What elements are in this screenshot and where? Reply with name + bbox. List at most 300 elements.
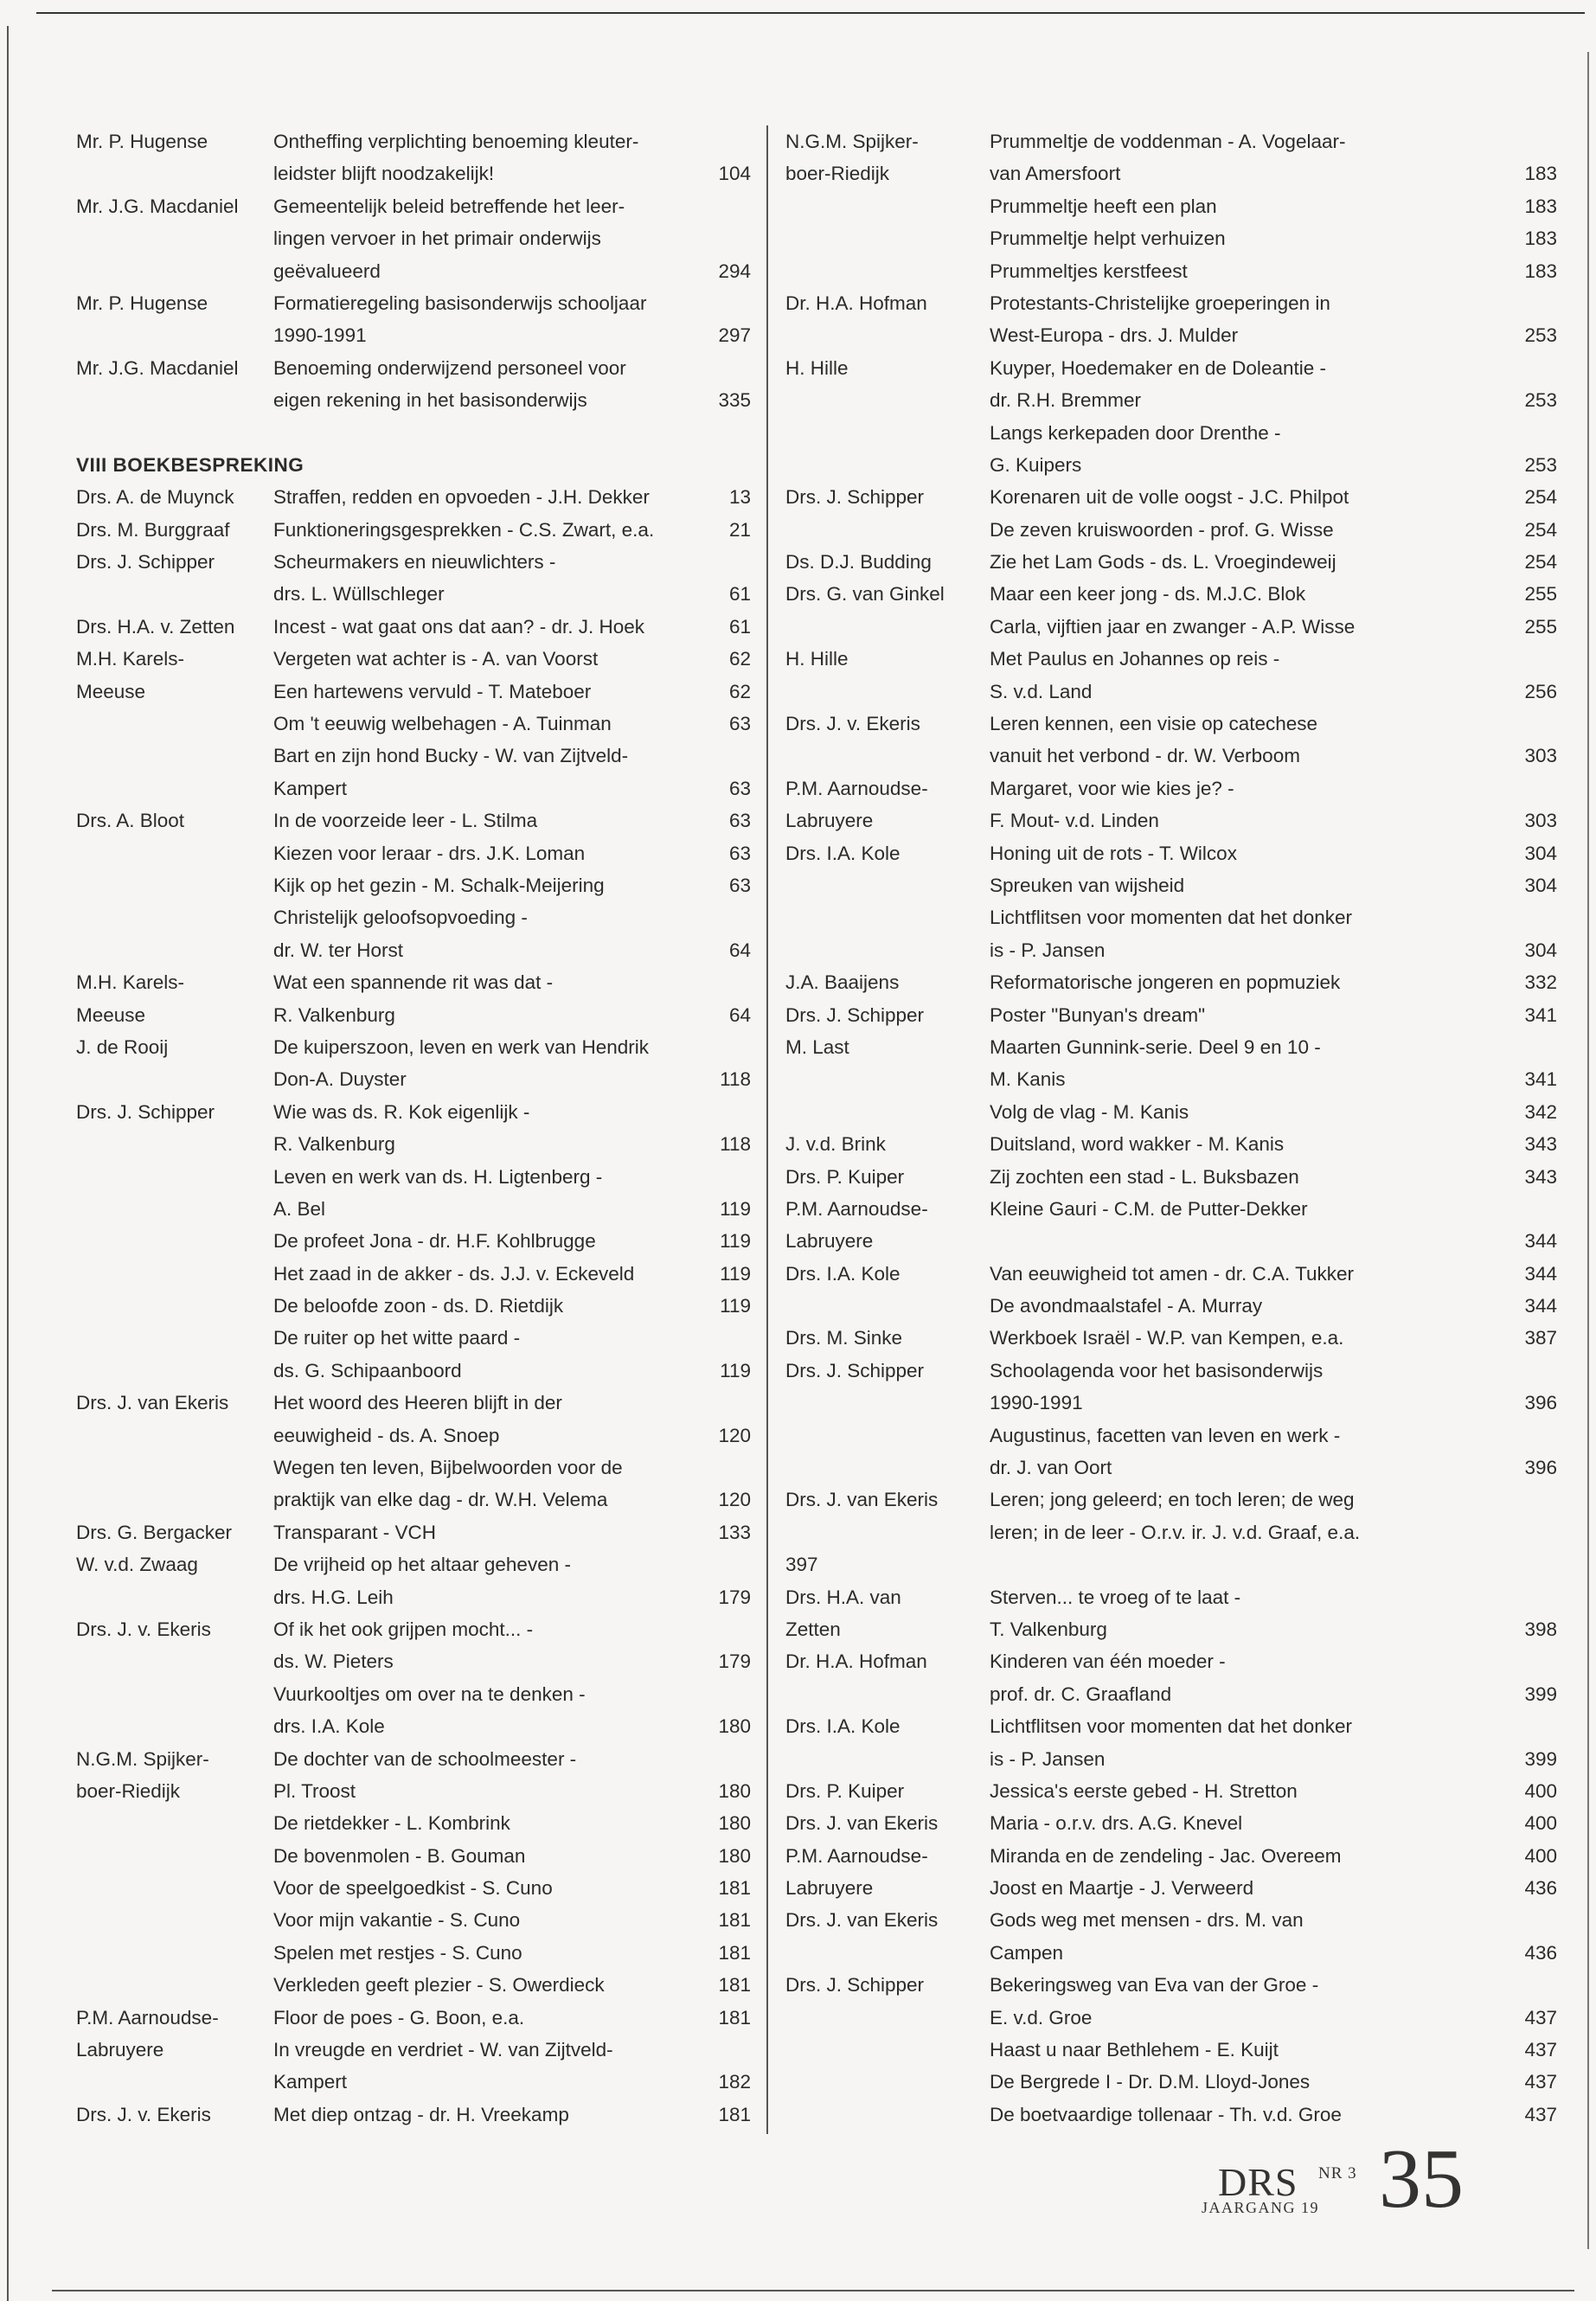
entry-author: H. Hille: [785, 648, 849, 670]
index-row: [785, 1258, 1557, 1290]
index-row: [76, 222, 751, 254]
index-row: [785, 1096, 1557, 1128]
index-row: [785, 1063, 1557, 1095]
entry-page: 304: [1524, 874, 1557, 896]
entry-page: 344: [1524, 1230, 1557, 1253]
index-row: [76, 1322, 751, 1354]
index-row: [785, 578, 1557, 610]
entry-author: Mr. J.G. Macdaniel: [76, 356, 239, 379]
index-row: [76, 1063, 751, 1095]
entry-page: 437: [1524, 2071, 1557, 2093]
entry-author: Drs. I.A. Kole: [785, 1262, 901, 1285]
entry-title: dr. R.H. Bremmer: [990, 389, 1142, 412]
entry-author: Drs. M. Sinke: [785, 1327, 903, 1349]
entry-title: De beloofde zoon - ds. D. Rietdijk: [273, 1295, 564, 1317]
entry-page: 253: [1524, 324, 1557, 347]
entry-title: Joost en Maartje - J. Verweerd: [990, 1877, 1254, 1900]
entry-page: 343: [1524, 1133, 1557, 1156]
entry-author: N.G.M. Spijker-: [76, 1747, 209, 1770]
index-row: [76, 1872, 751, 1904]
entry-page: 181: [718, 1974, 751, 1997]
index-row: [76, 319, 751, 351]
entry-title: eeuwigheid - ds. A. Snoep: [273, 1424, 500, 1446]
entry-title: is - P. Jansen: [990, 939, 1106, 961]
entry-page: 180: [718, 1779, 751, 1802]
entry-title: Prummeltjes kerstfeest: [990, 260, 1188, 282]
footer-brand: DRS: [1218, 2160, 1298, 2204]
index-row: [76, 2002, 751, 2034]
index-row: [785, 1581, 1557, 1613]
entry-title: Van eeuwigheid tot amen - dr. C.A. Tukker: [990, 1262, 1355, 1285]
right-rule: [1587, 52, 1589, 2249]
entry-author: Drs. J. van Ekeris: [76, 1392, 229, 1414]
entry-title: Leren kennen, een visie op catechese: [990, 713, 1318, 735]
index-row: [785, 869, 1557, 901]
entry-author: Drs. J. Schipper: [785, 486, 925, 509]
index-row: [785, 966, 1557, 998]
entry-page: 118: [720, 1068, 751, 1091]
entry-page: 119: [720, 1295, 751, 1317]
entry-title: Met diep ontzag - dr. H. Vreekamp: [273, 2103, 569, 2125]
index-row: [785, 1387, 1557, 1419]
entry-title: Wie was ds. R. Kok eigenlijk -: [273, 1100, 530, 1123]
index-row: [76, 1645, 751, 1677]
entry-title: geëvalueerd: [273, 260, 381, 282]
index-row: [785, 1548, 1557, 1580]
entry-author: M.H. Karels-: [76, 971, 185, 994]
index-row: [76, 1548, 751, 1580]
index-row: [785, 1710, 1557, 1742]
entry-page: 253: [1524, 453, 1557, 476]
index-row: [785, 708, 1557, 740]
entry-title: Incest - wat gaat ons dat aan? - dr. J. Hoek: [273, 615, 644, 638]
index-row: [785, 1743, 1557, 1775]
entry-author: Zetten: [785, 1618, 841, 1640]
entry-page: 21: [728, 518, 751, 541]
index-row: [76, 740, 751, 772]
entry-author: Labruyere: [76, 2039, 164, 2061]
index-row: [76, 772, 751, 804]
entry-page: 437: [1524, 2103, 1557, 2125]
entry-title: A. Bel: [273, 1197, 326, 1220]
index-row: [76, 2099, 751, 2131]
entry-author: Drs. P. Kuiper: [785, 1779, 905, 1802]
entry-page: 64: [728, 939, 751, 961]
entry-title: Reformatorische jongeren en popmuziek: [990, 971, 1341, 994]
entry-title: S. v.d. Land: [990, 680, 1093, 702]
entry-title: ds. W. Pieters: [273, 1650, 394, 1673]
index-row: [785, 1225, 1557, 1257]
entry-page: 437: [1524, 2006, 1557, 2029]
entry-page: 63: [728, 777, 751, 799]
index-row: [76, 1420, 751, 1452]
index-row: [785, 804, 1557, 836]
entry-page: 62: [728, 680, 751, 702]
entry-title: West-Europa - drs. J. Mulder: [990, 324, 1239, 347]
index-row: [785, 1355, 1557, 1387]
entry-title: Vuurkooltjes om over na te denken -: [273, 1682, 586, 1705]
spacer: [76, 417, 751, 449]
index-row: [76, 1775, 751, 1807]
entry-page: 256: [1524, 680, 1557, 702]
entry-title: T. Valkenburg: [990, 1618, 1107, 1640]
entry-author: Meeuse: [76, 1003, 146, 1026]
entry-title: Leren; jong geleerd; en toch leren; de weg: [990, 1489, 1355, 1511]
entry-page: 13: [728, 486, 751, 509]
entry-page: 294: [718, 260, 751, 282]
index-row: [76, 287, 751, 319]
entry-page: 119: [720, 1359, 751, 1381]
entry-title: dr. J. van Oort: [990, 1457, 1112, 1479]
index-row: [785, 1452, 1557, 1484]
index-row: [785, 481, 1557, 513]
index-row: [76, 901, 751, 933]
index-row: [76, 2066, 751, 2098]
entry-title: 1990-1991: [990, 1392, 1083, 1414]
entry-title: Vergeten wat achter is - A. van Voorst: [273, 648, 599, 670]
entry-author: Mr. J.G. Macdaniel: [76, 195, 239, 217]
entry-title: De rietdekker - L. Kombrink: [273, 1812, 510, 1835]
entry-title: R. Valkenburg: [273, 1003, 395, 1026]
index-row: [76, 1258, 751, 1290]
entry-title: Kampert: [273, 2071, 348, 2093]
entry-title: M. Kanis: [990, 1068, 1066, 1091]
index-row: [76, 1290, 751, 1322]
entry-title: Prummeltje de voddenman - A. Vogelaar-: [990, 131, 1346, 152]
entry-author: J. v.d. Brink: [785, 1133, 886, 1156]
index-row: [785, 772, 1557, 804]
index-row: [785, 740, 1557, 772]
index-row: [785, 999, 1557, 1031]
entry-title: Scheurmakers en nieuwlichters -: [273, 551, 556, 574]
entry-author: Dr. H.A. Hofman: [785, 1650, 927, 1673]
entry-title: Voor mijn vakantie - S. Cuno: [273, 1909, 521, 1932]
index-row: [785, 901, 1557, 933]
entry-page: 398: [1524, 1618, 1557, 1640]
entry-page: 183: [1524, 195, 1557, 217]
entry-page: 303: [1524, 810, 1557, 832]
entry-title: Voor de speelgoedkist - S. Cuno: [273, 1877, 553, 1900]
entry-page: 119: [720, 1262, 751, 1285]
entry-title: Maria - o.r.v. drs. A.G. Knevel: [990, 1812, 1243, 1835]
entry-title: Kuyper, Hoedemaker en de Doleantie -: [990, 356, 1326, 379]
index-row: [76, 352, 751, 384]
index-row: [76, 676, 751, 708]
entry-author: Drs. G. van Ginkel: [785, 583, 945, 606]
entry-title: Formatieregeling basisonderwijs schooljaar: [273, 292, 647, 314]
index-row: [785, 934, 1557, 966]
entry-title: Maarten Gunnink-serie. Deel 9 en 10 -: [990, 1035, 1321, 1058]
entry-title: In de voorzeide leer - L. Stilma: [273, 810, 538, 832]
entry-title: prof. dr. C. Graafland: [990, 1682, 1172, 1705]
index-row: [785, 449, 1557, 481]
entry-title: Of ik het ook grijpen mocht... -: [273, 1618, 534, 1640]
entry-page: 342: [1524, 1100, 1557, 1123]
entry-author: J.A. Baaijens: [785, 971, 900, 994]
entry-title: Kleine Gauri - C.M. de Putter-Dekker: [990, 1197, 1308, 1220]
index-row: [785, 157, 1557, 189]
entry-author: Drs. I.A. Kole: [785, 1715, 901, 1738]
index-row: [785, 676, 1557, 708]
entry-page: 180: [718, 1812, 751, 1835]
entry-title: Verkleden geeft plezier - S. Owerdieck: [273, 1974, 605, 1997]
entry-author: Drs. J. Schipper: [785, 1003, 925, 1026]
entry-page: 399: [1524, 1747, 1557, 1770]
index-row: [76, 1096, 751, 1128]
section-heading: VIII BOEKBESPREKING: [76, 453, 304, 476]
index-row: [785, 611, 1557, 643]
entry-title: Langs kerkepaden door Drenthe -: [990, 421, 1281, 444]
entry-title: Funktioneringsgesprekken - C.S. Zwart, e.a.: [273, 518, 655, 541]
entry-page: 120: [718, 1489, 751, 1511]
entry-author: Drs. J. v. Ekeris: [785, 713, 920, 735]
index-row: [76, 1710, 751, 1742]
entry-page: 181: [718, 2103, 751, 2125]
entry-title: Kijk op het gezin - M. Schalk-Meijering: [273, 874, 605, 896]
entry-author: P.M. Aarnoudse-: [76, 2006, 219, 2029]
index-row: [785, 1872, 1557, 1904]
index-row: [785, 2099, 1557, 2131]
entry-page: 61: [728, 583, 751, 606]
index-row: [785, 222, 1557, 254]
entry-page: 183: [1524, 163, 1557, 185]
entry-title: 1990-1991: [273, 324, 367, 347]
entry-page: 183: [1524, 260, 1557, 282]
entry-title: Om 't eeuwig welbehagen - A. Tuinman: [273, 713, 612, 735]
entry-title: Leven en werk van ds. H. Ligtenberg -: [273, 1165, 603, 1188]
entry-author: Labruyere: [785, 1877, 874, 1900]
entry-page: 396: [1524, 1457, 1557, 1479]
entry-author: Drs. J. van Ekeris: [785, 1812, 939, 1835]
entry-author: Labruyere: [785, 810, 874, 832]
entry-title: Prummeltje heeft een plan: [990, 195, 1217, 217]
entry-title: is - P. Jansen: [990, 1747, 1106, 1770]
entry-page: 303: [1524, 745, 1557, 767]
index-row: [785, 2034, 1557, 2066]
entry-page: 400: [1524, 1779, 1557, 1802]
entry-author: Drs. J. van Ekeris: [785, 1909, 939, 1932]
entry-title: Zie het Lam Gods - ds. L. Vroegindeweij: [990, 551, 1336, 574]
right-column: [785, 125, 1557, 2131]
entry-title: F. Mout- v.d. Linden: [990, 810, 1159, 832]
index-row: [76, 1225, 751, 1257]
entry-page: 183: [1524, 228, 1557, 250]
index-row: [76, 546, 751, 578]
left-column: [76, 125, 751, 2131]
entry-author: Drs. J. Schipper: [76, 1100, 215, 1123]
entry-title: Honing uit de rots - T. Wilcox: [990, 842, 1237, 864]
entry-author: Drs. J. van Ekeris: [785, 1489, 939, 1511]
entry-page: 180: [718, 1844, 751, 1867]
entry-page: 332: [1524, 971, 1557, 994]
entry-title: Poster "Bunyan's dream": [990, 1003, 1206, 1026]
index-row: [785, 1775, 1557, 1807]
entry-title: eigen rekening in het basisonderwijs: [273, 389, 587, 412]
entry-author: M. Last: [785, 1035, 849, 1058]
left-rule: [7, 26, 9, 2301]
index-row: [76, 514, 751, 546]
index-row: [76, 1969, 751, 2001]
index-row: [785, 1322, 1557, 1354]
entry-title: leren; in de leer - O.r.v. ir. J. v.d. Graaf, e.a.: [990, 1521, 1361, 1543]
entry-title: Christelijk geloofsopvoeding -: [273, 907, 528, 929]
entry-title: Jessica's eerste gebed - H. Stretton: [990, 1779, 1298, 1802]
entry-title: dr. W. ter Horst: [273, 939, 404, 961]
entry-title: Spreuken van wijsheid: [990, 874, 1185, 896]
entry-author: 397: [785, 1554, 818, 1576]
entry-author: Meeuse: [76, 680, 146, 702]
entry-page: 344: [1524, 1295, 1557, 1317]
entry-page: 63: [728, 810, 751, 832]
entry-title: Spelen met restjes - S. Cuno: [273, 1941, 522, 1964]
entry-page: 181: [718, 2006, 751, 2029]
index-row: [785, 1937, 1557, 1969]
entry-title: ds. G. Schipaanboord: [273, 1359, 462, 1381]
entry-page: 118: [720, 1133, 751, 1156]
entry-page: 181: [718, 1909, 751, 1932]
index-row: [76, 1743, 751, 1775]
index-row: [785, 125, 1557, 157]
index-row: [785, 1678, 1557, 1710]
entry-title: Gods weg met mensen - drs. M. van: [990, 1909, 1304, 1932]
index-row: [785, 1420, 1557, 1452]
entry-title: Miranda en de zendeling - Jac. Overeem: [990, 1844, 1342, 1867]
entry-author: Drs. J. Schipper: [76, 551, 215, 574]
entry-title: Het woord des Heeren blijft in der: [273, 1392, 562, 1414]
index-row: [76, 1613, 751, 1645]
entry-title: Schoolagenda voor het basisonderwijs: [990, 1359, 1324, 1381]
index-row: [785, 255, 1557, 287]
entry-title: Bekeringsweg van Eva van der Groe -: [990, 1974, 1319, 1997]
entry-page: 396: [1524, 1392, 1557, 1414]
entry-page: 341: [1524, 1003, 1557, 1026]
top-rule: [36, 12, 1585, 14]
entry-page: 179: [718, 1586, 751, 1608]
entry-author: Drs. J. Schipper: [785, 1359, 925, 1381]
entry-author: boer-Riedijk: [76, 1779, 181, 1802]
index-row: [76, 255, 751, 287]
entry-author: Drs. A. Bloot: [76, 810, 185, 832]
index-row: [785, 1904, 1557, 1936]
entry-title: Transparant - VCH: [273, 1521, 436, 1543]
entry-page: 181: [718, 1941, 751, 1964]
entry-title: Haast u naar Bethlehem - E. Kuijt: [990, 2039, 1279, 2061]
entry-title: E. v.d. Groe: [990, 2006, 1093, 2029]
index-row: [76, 1840, 751, 1872]
entry-page: 254: [1524, 518, 1557, 541]
entry-page: 335: [718, 389, 751, 412]
entry-author: Drs. I.A. Kole: [785, 842, 901, 864]
entry-title: Carla, vijftien jaar en zwanger - A.P. Wisse: [990, 615, 1356, 638]
entry-title: vanuit het verbond - dr. W. Verboom: [990, 745, 1300, 767]
entry-title: De ruiter op het witte paard -: [273, 1327, 521, 1349]
entry-page: 254: [1524, 551, 1557, 574]
entry-author: H. Hille: [785, 356, 849, 379]
entry-page: 120: [718, 1424, 751, 1446]
entry-title: drs. H.G. Leih: [273, 1586, 394, 1608]
entry-page: 63: [728, 842, 751, 864]
index-row: [785, 352, 1557, 384]
entry-author: Drs. J. Schipper: [785, 1974, 925, 1997]
index-row: [76, 1807, 751, 1839]
entry-title: G. Kuipers: [990, 453, 1082, 476]
entry-title: De Bergrede I - Dr. D.M. Lloyd-Jones: [990, 2071, 1311, 2093]
entry-page: 399: [1524, 1682, 1557, 1705]
index-row: [785, 1161, 1557, 1193]
entry-title: drs. I.A. Kole: [273, 1715, 385, 1738]
index-row: [785, 1516, 1557, 1548]
entry-title: De vrijheid op het altaar geheven -: [273, 1554, 571, 1576]
footer-volume: JAARGANG 19: [1202, 2199, 1320, 2216]
entry-title: De profeet Jona - dr. H.F. Kohlbrugge: [273, 1230, 596, 1253]
index-row: [76, 966, 751, 998]
index-row: [785, 1484, 1557, 1516]
entry-title: Korenaren uit de volle oogst - J.C. Philpot: [990, 486, 1349, 509]
entry-title: Protestants-Christelijke groeperingen in: [990, 292, 1330, 314]
entry-title: Prummeltje helpt verhuizen: [990, 228, 1226, 250]
entry-author: Drs. H.A. van: [785, 1586, 901, 1608]
entry-title: Benoeming onderwijzend personeel voor: [273, 356, 626, 379]
index-row: [76, 611, 751, 643]
entry-page: 179: [718, 1650, 751, 1673]
index-row: [785, 417, 1557, 449]
entry-title: Volg de vlag - M. Kanis: [990, 1100, 1189, 1123]
index-row: [785, 1128, 1557, 1160]
index-row: [76, 481, 751, 513]
index-row: [785, 546, 1557, 578]
entry-title: De bovenmolen - B. Gouman: [273, 1844, 526, 1867]
index-row: [785, 1807, 1557, 1839]
entry-title: De avondmaalstafel - A. Murray: [990, 1295, 1263, 1317]
entry-author: N.G.M. Spijker-: [785, 131, 919, 152]
index-row: [76, 837, 751, 869]
index-row: [76, 869, 751, 901]
entry-page: 255: [1524, 615, 1557, 638]
entry-page: 64: [728, 1003, 751, 1026]
index-row: [785, 2002, 1557, 2034]
index-row: [785, 190, 1557, 222]
bottom-rule: [52, 2290, 1574, 2291]
index-row: [785, 1613, 1557, 1645]
entry-title: Kinderen van één moeder -: [990, 1650, 1226, 1673]
entry-title: De kuiperszoon, leven en werk van Hendrik: [273, 1035, 649, 1058]
entry-title: Lichtflitsen voor momenten dat het donker: [990, 907, 1352, 929]
index-row: [76, 1031, 751, 1063]
entry-author: Labruyere: [785, 1230, 874, 1253]
index-row: [785, 287, 1557, 319]
index-row: [76, 1387, 751, 1419]
index-row: [785, 1840, 1557, 1872]
entry-title: Ontheffing verplichting benoeming kleuter-: [273, 131, 639, 152]
entry-title: Augustinus, facetten van leven en werk -: [990, 1424, 1341, 1446]
entry-page: 437: [1524, 2039, 1557, 2061]
page-number: 35: [1379, 2132, 1464, 2226]
index-row: [785, 837, 1557, 869]
entry-title: Bart en zijn hond Bucky - W. van Zijtveld-: [273, 745, 629, 767]
index-row: [785, 1193, 1557, 1225]
index-row: [76, 999, 751, 1031]
entry-title: Maar een keer jong - ds. M.J.C. Blok: [990, 583, 1306, 606]
index-row: [785, 514, 1557, 546]
entry-title: Werkboek Israël - W.P. van Kempen, e.a.: [990, 1327, 1344, 1349]
index-row: [76, 1937, 751, 1969]
index-row: [76, 157, 751, 189]
index-row: [785, 384, 1557, 416]
entry-title: Gemeentelijk beleid betreffende het leer-: [273, 195, 625, 217]
entry-page: 400: [1524, 1812, 1557, 1835]
index-row: [785, 2066, 1557, 2098]
entry-author: Drs. A. de Muynck: [76, 486, 234, 509]
